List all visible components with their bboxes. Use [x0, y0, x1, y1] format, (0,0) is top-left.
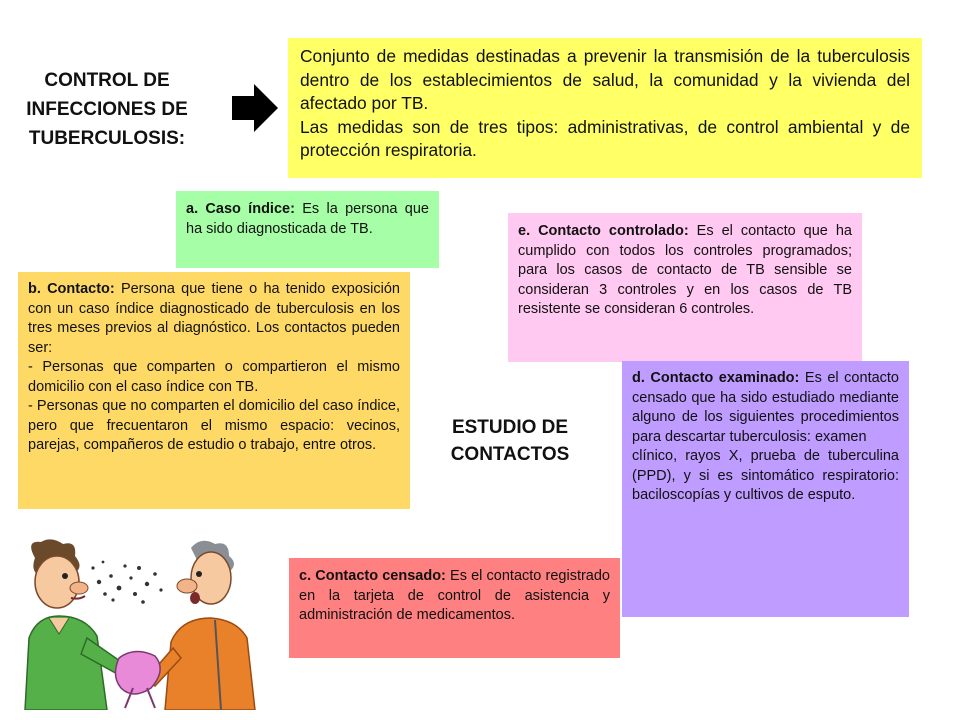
term-contacto-censado: c. Contacto censado: — [299, 568, 446, 584]
cough-transmission-illustration — [15, 538, 257, 710]
title-line-2: INFECCIONES DE — [26, 99, 188, 120]
title-line-1: CONTROL DE — [44, 70, 170, 91]
definition-box-caso-indice — [176, 191, 439, 268]
term-caso-indice: a. Caso índice: — [186, 201, 295, 217]
definition-box-contacto-controlado — [508, 213, 862, 362]
definition-caso-indice: Es la persona que ha sido diagnosticada de TB. — [186, 201, 429, 237]
definition-box-contacto-censado — [289, 558, 620, 658]
intro-paragraph-1: Conjunto de medidas destinadas a prevenir la transmisión de la tuberculosis dentro de los establecimientos de salud, la comunidad y la vivienda del afectado por TB. — [300, 46, 910, 113]
term-contacto: b. Contacto: — [28, 281, 115, 297]
right-arrow-icon — [232, 84, 278, 132]
title-line-3: TUBERCULOSIS: — [28, 128, 186, 149]
intro-paragraph-2: Las medidas son de tres tipos: administrativas, de control ambiental y de protección respiratoria. — [300, 116, 910, 160]
definition-box-contacto-examinado — [622, 361, 909, 617]
contacto-item-1: - Personas que comparten o compartieron el mismo domicilio con el caso índice con TB. — [28, 359, 400, 395]
definition-contacto: Persona que tiene o ha tenido exposición con un caso índice diagnosticado de tuberculosis en los tres meses previos al diagnóstico. Los contactos pueden ser: — [28, 281, 400, 356]
definition-contacto-examinado-cont: clínico, rayos X, prueba de tuberculina (PPD), y si es sintomático respiratorio: baciloscopías y cultivos de esputo. — [632, 448, 899, 503]
definition-box-contacto — [18, 272, 410, 509]
definition-contacto-controlado: Es el contacto que ha cumplido con todos los controles programados; para los casos de contacto de TB sensible se consideran 3 controles y en los casos de TB resistente se consideran 6 controles. — [518, 223, 852, 317]
definition-contacto-censado: Es el contacto registrado en la tarjeta de control de asistencia y administración de medicamentos. — [299, 568, 610, 623]
center-label-line-2: CONTACTOS — [450, 444, 570, 465]
center-label-line-1: ESTUDIO DE — [451, 417, 569, 438]
center-label-estudio-de-contactos — [424, 414, 596, 468]
page-title — [0, 66, 214, 153]
term-contacto-controlado: e. Contacto controlado: — [518, 223, 689, 239]
term-contacto-examinado: d. Contacto examinado: — [632, 370, 800, 386]
contacto-item-2: - Personas que no comparten el domicilio del caso índice, pero que frecuentaron el mismo espacio: vecinos, parejas, compañeros de estudio o trabajo, entre otros. — [28, 398, 400, 453]
definition-contacto-examinado: Es el contacto censado que ha sido estudiado mediante alguno de los siguientes procedimientos para descartar tuberculosis: examen — [632, 370, 900, 445]
intro-box — [288, 38, 922, 178]
